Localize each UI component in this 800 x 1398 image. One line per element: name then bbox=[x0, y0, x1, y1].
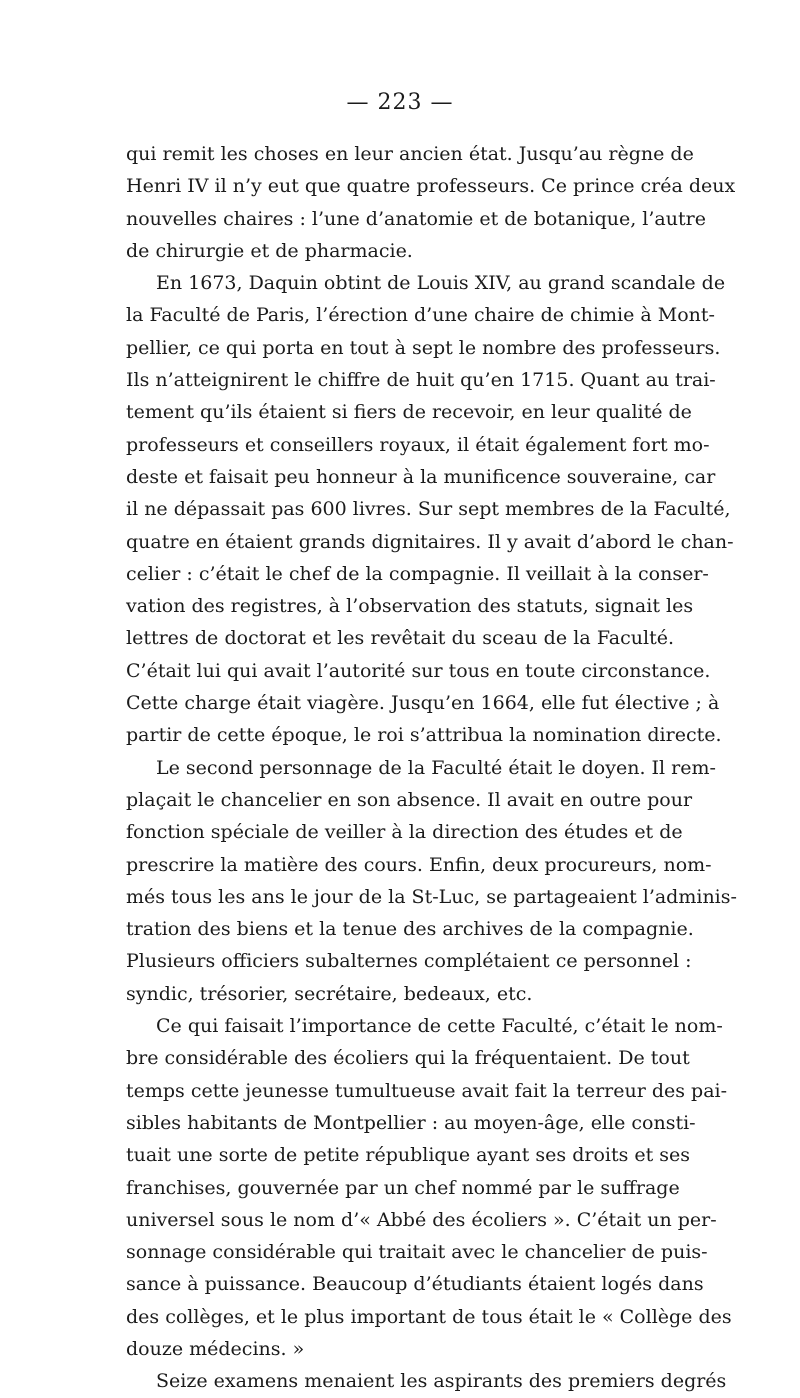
text-line: tement qu’ils étaient si fiers de recevoir, en leur qualité de bbox=[126, 401, 692, 424]
text-line: la Faculté de Paris, l’érection d’une chaire de chimie à Mont- bbox=[126, 304, 715, 327]
text-line: de chirurgie et de pharmacie. bbox=[126, 239, 413, 262]
text-line: syndic, trésorier, secrétaire, bedeaux, etc. bbox=[126, 982, 533, 1005]
text-line: deste et faisait peu honneur à la munificence souveraine, car bbox=[126, 465, 716, 488]
text-line: franchises, gouvernée par un chef nommé par le suffrage bbox=[126, 1176, 680, 1199]
paragraph-start-line: Seize examens menaient les aspirants des premiers degrés bbox=[156, 1370, 727, 1393]
text-line: sance à puissance. Beaucoup d’étudiants étaient logés dans bbox=[126, 1273, 704, 1296]
text-line: celier : c’était le chef de la compagnie. Il veillait à la conser- bbox=[126, 562, 709, 585]
text-line: lettres de doctorat et les revêtait du sceau de la Faculté. bbox=[126, 627, 674, 650]
text-line: plaçait le chancelier en son absence. Il avait en outre pour bbox=[126, 788, 693, 811]
text-line: vation des registres, à l’observation des statuts, signait les bbox=[126, 595, 694, 618]
text-line: il ne dépassait pas 600 livres. Sur sept membres de la Faculté, bbox=[126, 498, 731, 521]
text-line: Ils n’atteignirent le chiffre de huit qu’en 1715. Quant au trai- bbox=[126, 369, 716, 392]
text-line: qui remit les choses en leur ancien état. Jusqu’au règne de bbox=[126, 143, 694, 165]
text-line: tration des biens et la tenue des archives de la compagnie. bbox=[126, 918, 694, 941]
text-line: C’était lui qui avait l’autorité sur tous en toute circonstance. bbox=[126, 659, 711, 682]
text-line: pellier, ce qui porta en tout à sept le nombre des professeurs. bbox=[126, 336, 721, 359]
text-line: douze médecins. » bbox=[126, 1337, 305, 1360]
text-line: quatre en étaient grands dignitaires. Il y avait d’abord le chan- bbox=[126, 530, 734, 553]
text-line: Cette charge était viagère. Jusqu’en 1664, elle fut élective ; à bbox=[126, 692, 720, 715]
text-line: Henri IV il n’y eut que quatre professeurs. Ce prince créa deux bbox=[126, 175, 736, 198]
paragraph-start-line: Le second personnage de la Faculté était le doyen. Il rem- bbox=[156, 756, 716, 779]
text-line: bre considérable des écoliers qui la fréquentaient. De tout bbox=[126, 1047, 690, 1070]
text-line: universel sous le nom d’« Abbé des écoliers ». C’était un per- bbox=[126, 1208, 717, 1231]
page-number: — 223 — bbox=[346, 90, 454, 115]
text-line: professeurs et conseillers royaux, il était également fort mo- bbox=[126, 433, 710, 456]
text-line: nouvelles chaires : l’une d’anatomie et de botanique, l’autre bbox=[126, 207, 706, 230]
text-line: fonction spéciale de veiller à la direction des études et de bbox=[126, 821, 683, 844]
paragraph-start-line: Ce qui faisait l’importance de cette Faculté, c’était le nom- bbox=[156, 1015, 723, 1038]
text-line: sibles habitants de Montpellier : au moyen-âge, elle consti- bbox=[126, 1111, 696, 1134]
text-line: temps cette jeunesse tumultueuse avait fait la terreur des pai- bbox=[126, 1079, 728, 1102]
text-line: Plusieurs officiers subalternes complétaient ce personnel : bbox=[126, 950, 692, 973]
text-line: partir de cette époque, le roi s’attribua la nomination directe. bbox=[126, 724, 722, 747]
text-line: tuait une sorte de petite république ayant ses droits et ses bbox=[126, 1144, 691, 1167]
text-line: sonnage considérable qui traitait avec le chancelier de puis- bbox=[126, 1241, 708, 1264]
text-line: més tous les ans le jour de la St-Luc, se partageaient l’adminis- bbox=[126, 885, 737, 908]
text-line: prescrire la matière des cours. Enfin, deux procureurs, nom- bbox=[126, 853, 712, 876]
body-text bbox=[126, 138, 737, 1398]
text-line: des collèges, et le plus important de tous était le « Collège des bbox=[126, 1305, 732, 1328]
paragraph-start-line: En 1673, Daquin obtint de Louis XIV, au grand scandale de bbox=[156, 272, 726, 295]
